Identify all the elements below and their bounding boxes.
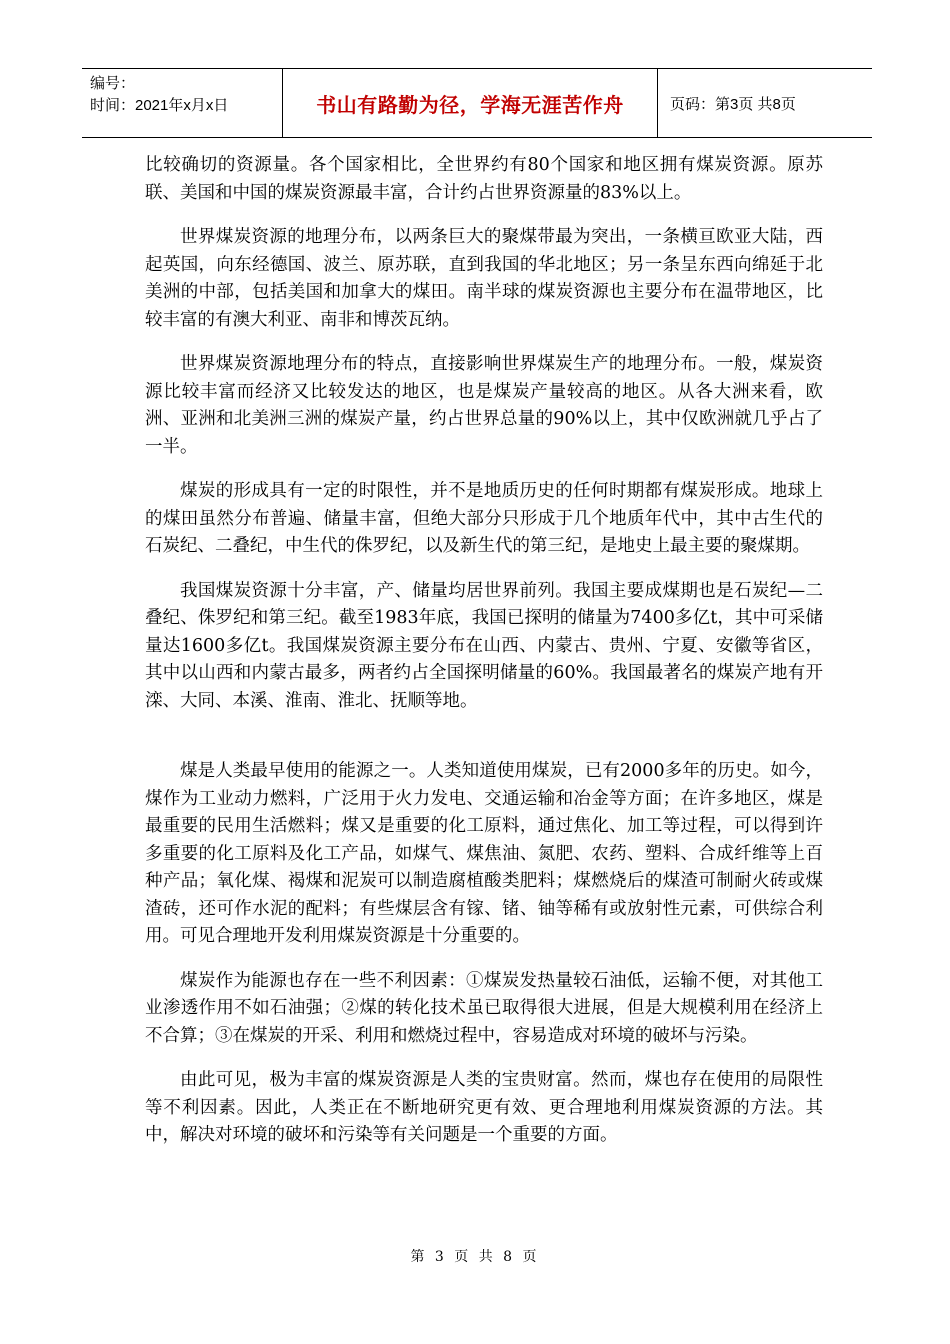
section-gap (145, 732, 823, 758)
body-paragraph: 比较确切的资源量。各个国家相比，全世界约有80个国家和地区拥有煤炭资源。原苏联、美国和中国的煤炭资源最丰富，合计约占世界资源量的83%以上。 (145, 155, 823, 203)
page-footer: 第 3 页 共 8 页 (410, 1249, 540, 1265)
header-motto-cell (282, 69, 658, 137)
document-number-label: 编号： (90, 75, 136, 92)
document-body (145, 152, 823, 1167)
header-motto: 书山有路勤为径，学海无涯苦作舟 (316, 92, 624, 117)
body-paragraph: 世界煤炭资源地理分布的特点，直接影响世界煤炭生产的地理分布。一般，煤炭资源比较丰富而经济又比较发达的地区，也是煤炭产量较高的地区。从各大洲来看，欧洲、亚洲和北美洲三洲的煤炭产量，约占世界总量的90%以上，其中仅欧洲就几乎占了一半。 (145, 354, 823, 457)
body-paragraph: 我国煤炭资源十分丰富，产、储量均居世界前列。我国主要成煤期也是石炭纪—二叠纪、侏罗纪和第三纪。截至1983年底，我国已探明的储量为7400多亿t，其中可采储量达1600多亿t。我国煤炭资源主要分布在山西、内蒙古、贵州、宁夏、安徽等省区，其中以山西和内蒙古最多，两者约占全国探明储量的60%。我国最著名的煤炭产地有开滦、大同、本溪、淮南、淮北、抚顺等地。 (145, 580, 823, 711)
document-date-label: 时间：2021年x月x日 (90, 97, 229, 114)
body-paragraph: 煤炭的形成具有一定的时限性，并不是地质历史的任何时期都有煤炭形成。地球上的煤田虽然分布普遍、储量丰富，但绝大部分只形成于几个地质年代中，其中古生代的石炭纪、二叠纪，中生代的侏罗纪，以及新生代的第三纪，是地史上最主要的聚煤期。 (145, 481, 823, 556)
header-page-info: 页码：第3页 共8页 (670, 95, 796, 113)
body-paragraph: 煤是人类最早使用的能源之一。人类知道使用煤炭，已有2000多年的历史。如今，煤作为工业动力燃料，广泛用于火力发电、交通运输和冶金等方面；在许多地区，煤是最重要的民用生活燃料；煤又是重要的化工原料，通过焦化、加工等过程，可以得到许多重要的化工原料及化工产品，如煤气、煤焦油、氮肥、农药、塑料、合成纤维等上百种产品；氧化煤、褐煤和泥炭可以制造腐植酸类肥料；煤燃烧后的煤渣可制耐火砖或煤渣砖，还可作水泥的配料；有些煤层含有镓、锗、铀等稀有或放射性元素，可供综合利用。可见合理地开发利用煤炭资源是十分重要的。 (145, 761, 823, 946)
page-header (82, 68, 872, 138)
body-paragraph: 煤炭作为能源也存在一些不利因素：①煤炭发热量较石油低，运输不便，对其他工业渗透作用不如石油强；②煤的转化技术虽已取得很大进展，但是大规模利用在经济上不合算；③在煤炭的开采、利用和燃烧过程中，容易造成对环境的破坏与污染。 (145, 970, 823, 1046)
body-paragraph: 由此可见，极为丰富的煤炭资源是人类的宝贵财富。然而，煤也存在使用的局限性等不利因素。因此，人类正在不断地研究更有效、更合理地利用煤炭资源的方法。其中，解决对环境的破坏和污染等有关问题是一个重要的方面。 (145, 1070, 823, 1145)
header-meta (82, 69, 282, 137)
body-paragraph: 世界煤炭资源的地理分布，以两条巨大的聚煤带最为突出，一条横亘欧亚大陆，西起英国，向东经德国、波兰、原苏联，直到我国的华北地区；另一条呈东西向绵延于北美洲的中部，包括美国和加拿大的煤田。南半球的煤炭资源也主要分布在温带地区，比较丰富的有澳大利亚、南非和博茨瓦纳。 (145, 227, 823, 330)
header-page-cell (658, 69, 872, 137)
